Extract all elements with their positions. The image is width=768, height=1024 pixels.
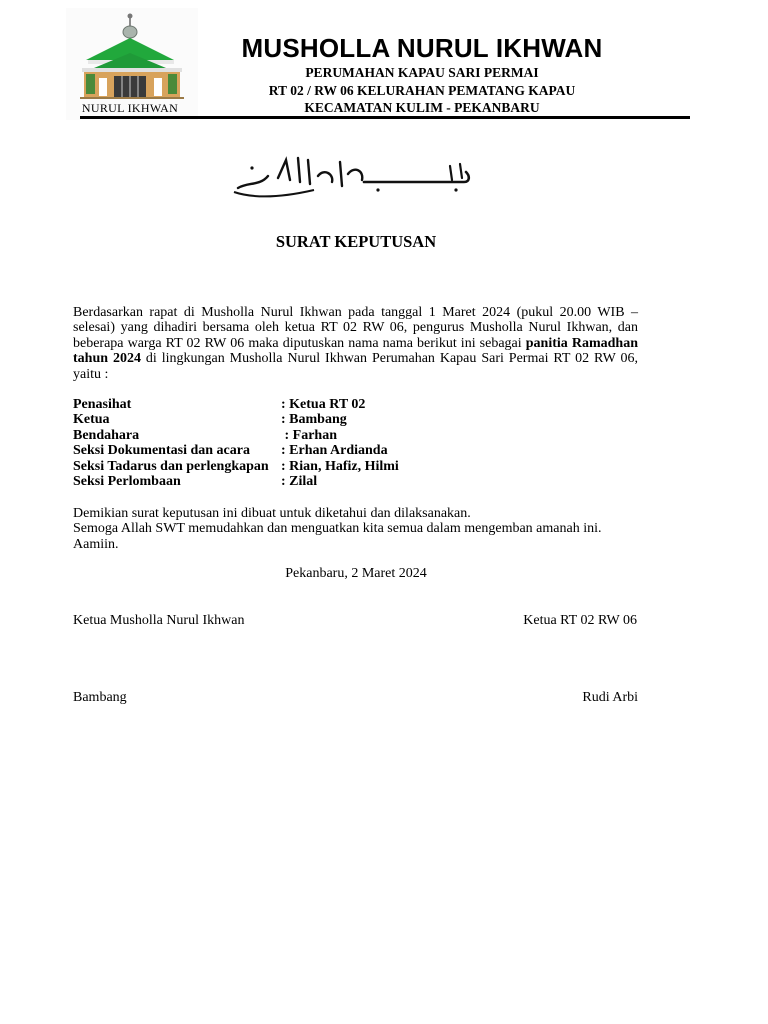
place-date: Pekanbaru, 2 Maret 2024	[285, 566, 427, 581]
signature-title-left: Ketua Musholla Nurul Ikhwan	[73, 613, 245, 628]
logo-label: NURUL IKHWAN	[81, 101, 179, 115]
closing-line: Semoga Allah SWT memudahkan dan menguatkan kita semua dalam mengemban amanah ini.	[73, 521, 602, 537]
committee-member: : Rian, Hafiz, Hilmi	[281, 458, 399, 474]
committee-row	[73, 443, 399, 458]
committee-row	[73, 459, 399, 474]
committee-role: Ketua	[73, 412, 110, 428]
signature-name-right: Rudi Arbi	[582, 690, 638, 705]
committee-role: Penasihat	[73, 397, 132, 412]
committee-role: Seksi Perlombaan	[73, 473, 181, 489]
committee-member: : Erhan Ardianda	[281, 443, 388, 459]
address-line-1: PERUMAHAN KAPAU SARI PERMAI	[305, 65, 539, 80]
committee-role: Seksi Dokumentasi dan acara	[73, 443, 250, 459]
signature-name-left: Bambang	[73, 690, 127, 705]
committee-list	[73, 397, 399, 489]
committee-row	[73, 474, 399, 489]
closing-statement	[73, 506, 643, 552]
basmalah-calligraphy	[228, 146, 474, 202]
intro-emphasis: panitia Ramadhan tahun 2024	[73, 335, 638, 367]
address-line-2: RT 02 / RW 06 KELURAHAN PEMATANG KAPAU	[268, 83, 576, 98]
letterhead-divider	[80, 116, 690, 119]
closing-line: Demikian surat keputusan ini dibuat untuk diketahui dan dilaksanakan.	[73, 506, 471, 521]
committee-member: : Zilal	[281, 473, 318, 489]
signature-title-right: Ketua RT 02 RW 06	[523, 613, 637, 628]
committee-row	[73, 428, 399, 443]
committee-role: Seksi Tadarus dan perlengkapan	[73, 458, 269, 474]
committee-member: : Bambang	[281, 412, 347, 428]
closing-line: Aamiin.	[73, 536, 119, 552]
committee-member: : Ketua RT 02	[281, 397, 366, 412]
organization-name: MUSHOLLA NURUL IKHWAN	[241, 33, 603, 63]
committee-role: Bendahara	[73, 427, 140, 443]
committee-row	[73, 397, 399, 412]
address-line-3: KECAMATAN KULIM - PEKANBARU	[304, 100, 540, 115]
committee-member: : Farhan	[281, 427, 337, 443]
document-title: SURAT KEPUTUSAN	[275, 232, 437, 251]
intro-text-continued: di lingkungan Musholla Nurul Ikhwan Perumahan Kapau Sari Permai RT 02 RW 06, yaitu :	[73, 351, 638, 382]
intro-paragraph	[73, 305, 638, 382]
committee-row	[73, 412, 399, 427]
intro-text: Berdasarkan rapat di Musholla Nurul Ikhwan pada tanggal 1 Maret 2024 (pukul 20.00 WIB – selesai) yang dihadiri bersama oleh ketua RT 02 RW 06, pengurus Musholla Nurul Ikhwan, dan beberapa warga RT 02 RW 06 maka diputuskan nama nama berikut ini sebagai	[73, 305, 638, 351]
